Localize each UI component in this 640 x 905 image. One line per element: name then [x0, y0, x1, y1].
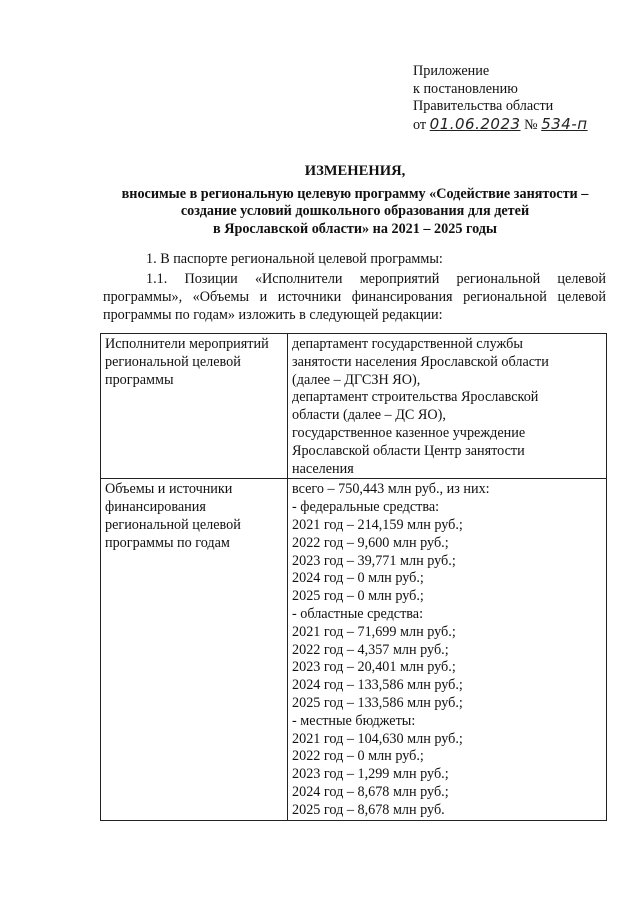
cell-line: - местные бюджеты: [292, 712, 416, 729]
table-row [101, 479, 607, 820]
cell-line: 2025 год – 133,586 млн руб.; [292, 694, 463, 711]
cell-line: Исполнители мероприятий [105, 336, 269, 352]
title-line: вносимые в региональную целевую программу «Содействие занятости – [121, 185, 589, 202]
handwritten-number: 534-п [541, 114, 588, 133]
cell-line: всего – 750,443 млн руб., из них: [292, 481, 490, 498]
title-line: в Ярославской области» на 2021 – 2025 годы [212, 220, 498, 237]
handwritten-date: 01.06.2023 [429, 114, 521, 133]
cell-line: региональной целевой [105, 353, 241, 370]
cell-line: 2022 год – 0 млн руб.; [292, 748, 424, 765]
appendix-header [413, 63, 588, 134]
cell-line: 2024 год – 0 млн руб.; [292, 570, 424, 587]
title-line: создание условий дошкольного образования для детей [180, 203, 530, 219]
number-prefix: № [524, 116, 538, 133]
date-prefix: от [413, 116, 427, 133]
cell-line: финансирования [105, 499, 206, 516]
cell-line: 2021 год – 104,630 млн руб.; [292, 730, 463, 747]
cell-line: Объемы и источники [105, 481, 233, 498]
cell-line: программы [105, 371, 174, 388]
title-main: ИЗМЕНЕНИЯ, [304, 163, 406, 179]
cell-line: - областные средства: [292, 605, 424, 622]
appendix-line: Правительства области [413, 98, 554, 114]
cell-line: региональной целевой [105, 516, 241, 533]
cell-line: департамент государственной службы [292, 336, 523, 352]
cell-line: департамент строительства Ярославской [292, 389, 539, 406]
row1-left-cell [101, 334, 288, 479]
cell-line: 2025 год – 8,678 млн руб. [292, 801, 445, 818]
cell-line: населения [292, 460, 354, 477]
cell-line: 2022 год – 9,600 млн руб.; [292, 534, 449, 551]
table-row [101, 334, 607, 479]
appendix-line: к постановлению [413, 80, 518, 97]
cell-line: Ярославской области Центр занятости [292, 442, 525, 459]
cell-line: 2024 год – 133,586 млн руб.; [292, 677, 463, 694]
cell-line: занятости населения Ярославской области [292, 353, 549, 370]
cell-line: 2023 год – 20,401 млн руб.; [292, 659, 456, 676]
cell-line: 2024 год – 8,678 млн руб.; [292, 783, 449, 800]
paragraph-1-1: 1.1. Позиции «Исполнители мероприятий региональной целевой программы», «Объемы и источники финансирования региональной целевой программы по годам» изложить в следующей редакции: [103, 271, 606, 323]
passport-table [100, 333, 607, 821]
row2-right-cell [288, 479, 607, 820]
appendix-line: Приложение [413, 63, 490, 79]
cell-line: 2021 год – 71,699 млн руб.; [292, 623, 456, 640]
cell-line: 2022 год – 4,357 млн руб.; [292, 641, 449, 658]
paragraph-1: 1. В паспорте региональной целевой программы: [146, 251, 443, 267]
row2-left-cell [101, 479, 288, 820]
row1-right-cell [288, 334, 607, 479]
cell-line: государственное казенное учреждение [292, 424, 526, 441]
document-title [90, 163, 620, 238]
appendix-date-line [413, 116, 588, 135]
cell-line: 2021 год – 214,159 млн руб.; [292, 516, 463, 533]
cell-line: области (далее – ДС ЯО), [292, 407, 446, 424]
cell-line: 2023 год – 39,771 млн руб.; [292, 552, 456, 569]
cell-line: программы по годам [105, 534, 230, 551]
cell-line: (далее – ДГСЗН ЯО), [292, 371, 421, 388]
cell-line: - федеральные средства: [292, 499, 440, 516]
cell-line: 2023 год – 1,299 млн руб.; [292, 766, 449, 783]
cell-line: 2025 год – 0 млн руб.; [292, 588, 424, 605]
